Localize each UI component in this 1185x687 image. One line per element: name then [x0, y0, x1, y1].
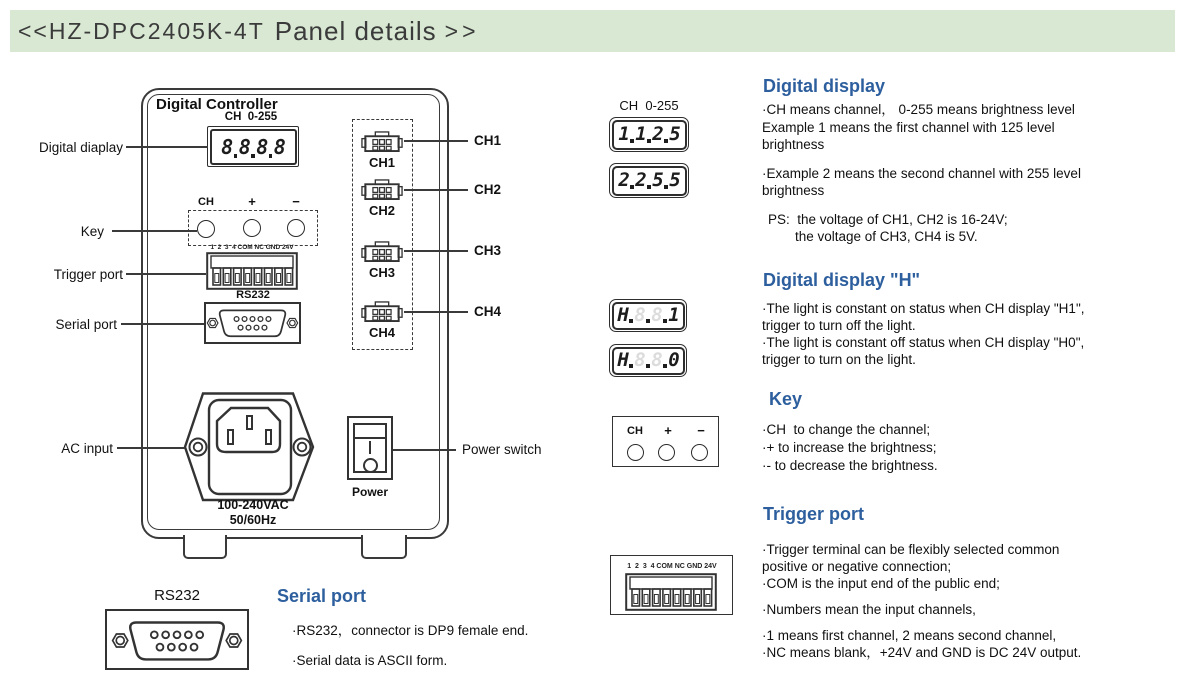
db9-connector-icon [109, 614, 245, 667]
ac-voltage-label: 100-240VAC [217, 498, 289, 512]
panel-ch4-label: CH4 [368, 325, 395, 340]
panel-rs232-label: RS232 [236, 289, 270, 301]
ac-frequency-label: 50/60Hz [229, 513, 277, 527]
panel-digital-display [207, 126, 299, 167]
db9-connector-icon [206, 304, 299, 342]
text-line: positive or negative connection; [762, 559, 952, 574]
ch1-connector-icon [361, 131, 403, 152]
section-heading-digital-display: Digital display [763, 76, 886, 96]
text-line: ·1 means first channel, 2 means second channel, [762, 628, 1057, 643]
panel-display-caption: CH 0-255 [224, 111, 278, 123]
key-minus-button [691, 444, 708, 461]
page-header [10, 10, 1175, 52]
text-line: ·+ to increase the brightness; [762, 440, 937, 455]
callout-line-trigger-port [126, 273, 206, 275]
text-line: trigger to turn on the light. [762, 352, 916, 367]
callout-trigger-port: Trigger port [53, 267, 123, 282]
key-plus-button [658, 444, 675, 461]
text-line: ·The light is constant off status when CH display "H0", [762, 335, 1085, 350]
ch3-connector-icon [361, 241, 403, 262]
section-heading-digital-display-h: Digital display "H" [763, 270, 921, 290]
callout-ch1: CH1 [474, 133, 502, 148]
text-line: the voltage of CH3, CH4 is 5V. [795, 229, 978, 244]
rs232-caption: RS232 [154, 587, 200, 604]
ac-inlet-icon [178, 392, 322, 502]
callout-line-ch1 [404, 140, 468, 142]
panel-key-ch-button [197, 220, 215, 238]
serial-port-text [292, 622, 528, 669]
section-heading-serial-port: Serial port [277, 586, 367, 606]
callout-line-ac-input [117, 447, 185, 449]
text-line: Example 1 means the first channel with 125 level [762, 119, 1055, 135]
text-line: brightness [762, 137, 825, 152]
callout-line-serial-port [121, 323, 204, 325]
trigger-terminal-block-icon [625, 573, 717, 611]
text-line: brightness [762, 183, 825, 198]
panel-key-minus-label: − [292, 194, 300, 209]
text-line: ·RS232，connector is DP9 female end. [292, 623, 529, 638]
panel-serial-port [204, 302, 301, 344]
callout-digital-display: Digital diaplay [38, 140, 123, 155]
callout-key: Key [80, 224, 104, 239]
text-line: ·- to decrease the brightness. [762, 458, 938, 473]
example2-display [609, 163, 689, 198]
example-display-caption: CH 0-255 [619, 98, 679, 113]
digital-display-text [762, 101, 1081, 246]
h0-display [609, 344, 687, 377]
panel-key-minus-button [287, 219, 305, 237]
key-ch-button [627, 444, 644, 461]
device-title: Digital Controller [156, 96, 278, 113]
callout-line-power-switch [393, 449, 456, 451]
callout-ch2: CH2 [474, 182, 502, 197]
power-label: Power [351, 485, 388, 499]
callout-line-ch4 [404, 311, 468, 313]
section-heading-key: Key [769, 389, 803, 409]
seven-segment-value: H 8 8 1 [612, 302, 685, 330]
text-line: trigger to turn off the light. [762, 318, 916, 333]
header-suffix-text: >> [444, 17, 480, 44]
callout-ch4: CH4 [474, 304, 502, 319]
text-line: ·Example 2 means the second channel with 255 level [762, 165, 1081, 181]
text-line: ·Trigger terminal can be flexibly selected common [762, 542, 1060, 557]
panel-trigger-terminal-block [206, 252, 298, 290]
text-line: ·CH to change the channel; [762, 422, 931, 437]
page-title: Panel details [274, 15, 437, 46]
device-foot-right [361, 535, 407, 559]
panel-key-plus-label: + [248, 194, 256, 209]
text-line: ·Numbers mean the input channels, [762, 602, 976, 617]
callout-ac-input: AC input [61, 441, 113, 456]
text-line: ·CH means channel， 0-255 means brightness level [762, 102, 1075, 117]
trigger-port-text [762, 541, 1081, 661]
text-line: ·NC means blank，+24V and GND is DC 24V output. [762, 645, 1082, 660]
text-line: PS: the voltage of CH1, CH2 is 16-24V; [768, 211, 1008, 227]
section-heading-trigger-port: Trigger port [763, 504, 865, 524]
digital-display-h-text [762, 300, 1084, 368]
text-line: ·COM is the input end of the public end; [762, 576, 1000, 591]
panel-ch2-label: CH2 [368, 203, 395, 218]
text-line: ·Serial data is ASCII form. [292, 652, 448, 668]
callout-ch3: CH3 [474, 243, 502, 258]
panel-ch3-label: CH3 [368, 265, 395, 280]
callout-line-digital-display [126, 146, 208, 148]
seven-segment-value: 8 8 8 8 [210, 129, 297, 165]
key-image [612, 416, 719, 467]
key-minus-label: − [697, 423, 705, 438]
serial-port-image [105, 609, 249, 670]
h1-display [609, 299, 687, 332]
seven-segment-value: H 8 8 0 [612, 347, 685, 375]
callout-line-ch2 [404, 189, 468, 191]
trigger-port-image [610, 555, 733, 615]
panel-key-plus-button [243, 219, 261, 237]
panel-ch1-label: CH1 [368, 155, 395, 170]
header-model-text: <<HZ-DPC2405K-4T [18, 17, 265, 44]
trigger-pin-labels: 1 2 3 4 COM NC GND 24V [627, 563, 717, 570]
example1-display [609, 117, 689, 152]
callout-line-key [112, 230, 197, 232]
power-off-mark [363, 458, 378, 473]
key-ch-label: CH [627, 425, 643, 437]
seven-segment-value: 2 2 5 5 [612, 166, 687, 196]
power-switch-divider [353, 437, 387, 439]
ch4-connector-icon [361, 301, 403, 322]
device-foot-left [183, 535, 227, 559]
callout-serial-port: Serial port [55, 317, 117, 332]
seven-segment-value: 1 1 2 5 [612, 120, 687, 150]
panel-key-ch-label: CH [198, 196, 214, 208]
key-plus-label: + [664, 423, 672, 438]
key-text [762, 421, 938, 475]
power-on-mark [369, 441, 372, 454]
ch2-connector-icon [361, 179, 403, 200]
callout-line-ch3 [404, 250, 468, 252]
text-line: ·The light is constant on status when CH display "H1", [762, 301, 1085, 316]
panel-trigger-pin-labels: 1 2 3 4 COM NC GND 24V [210, 244, 294, 251]
callout-power-switch: Power switch [462, 442, 542, 457]
